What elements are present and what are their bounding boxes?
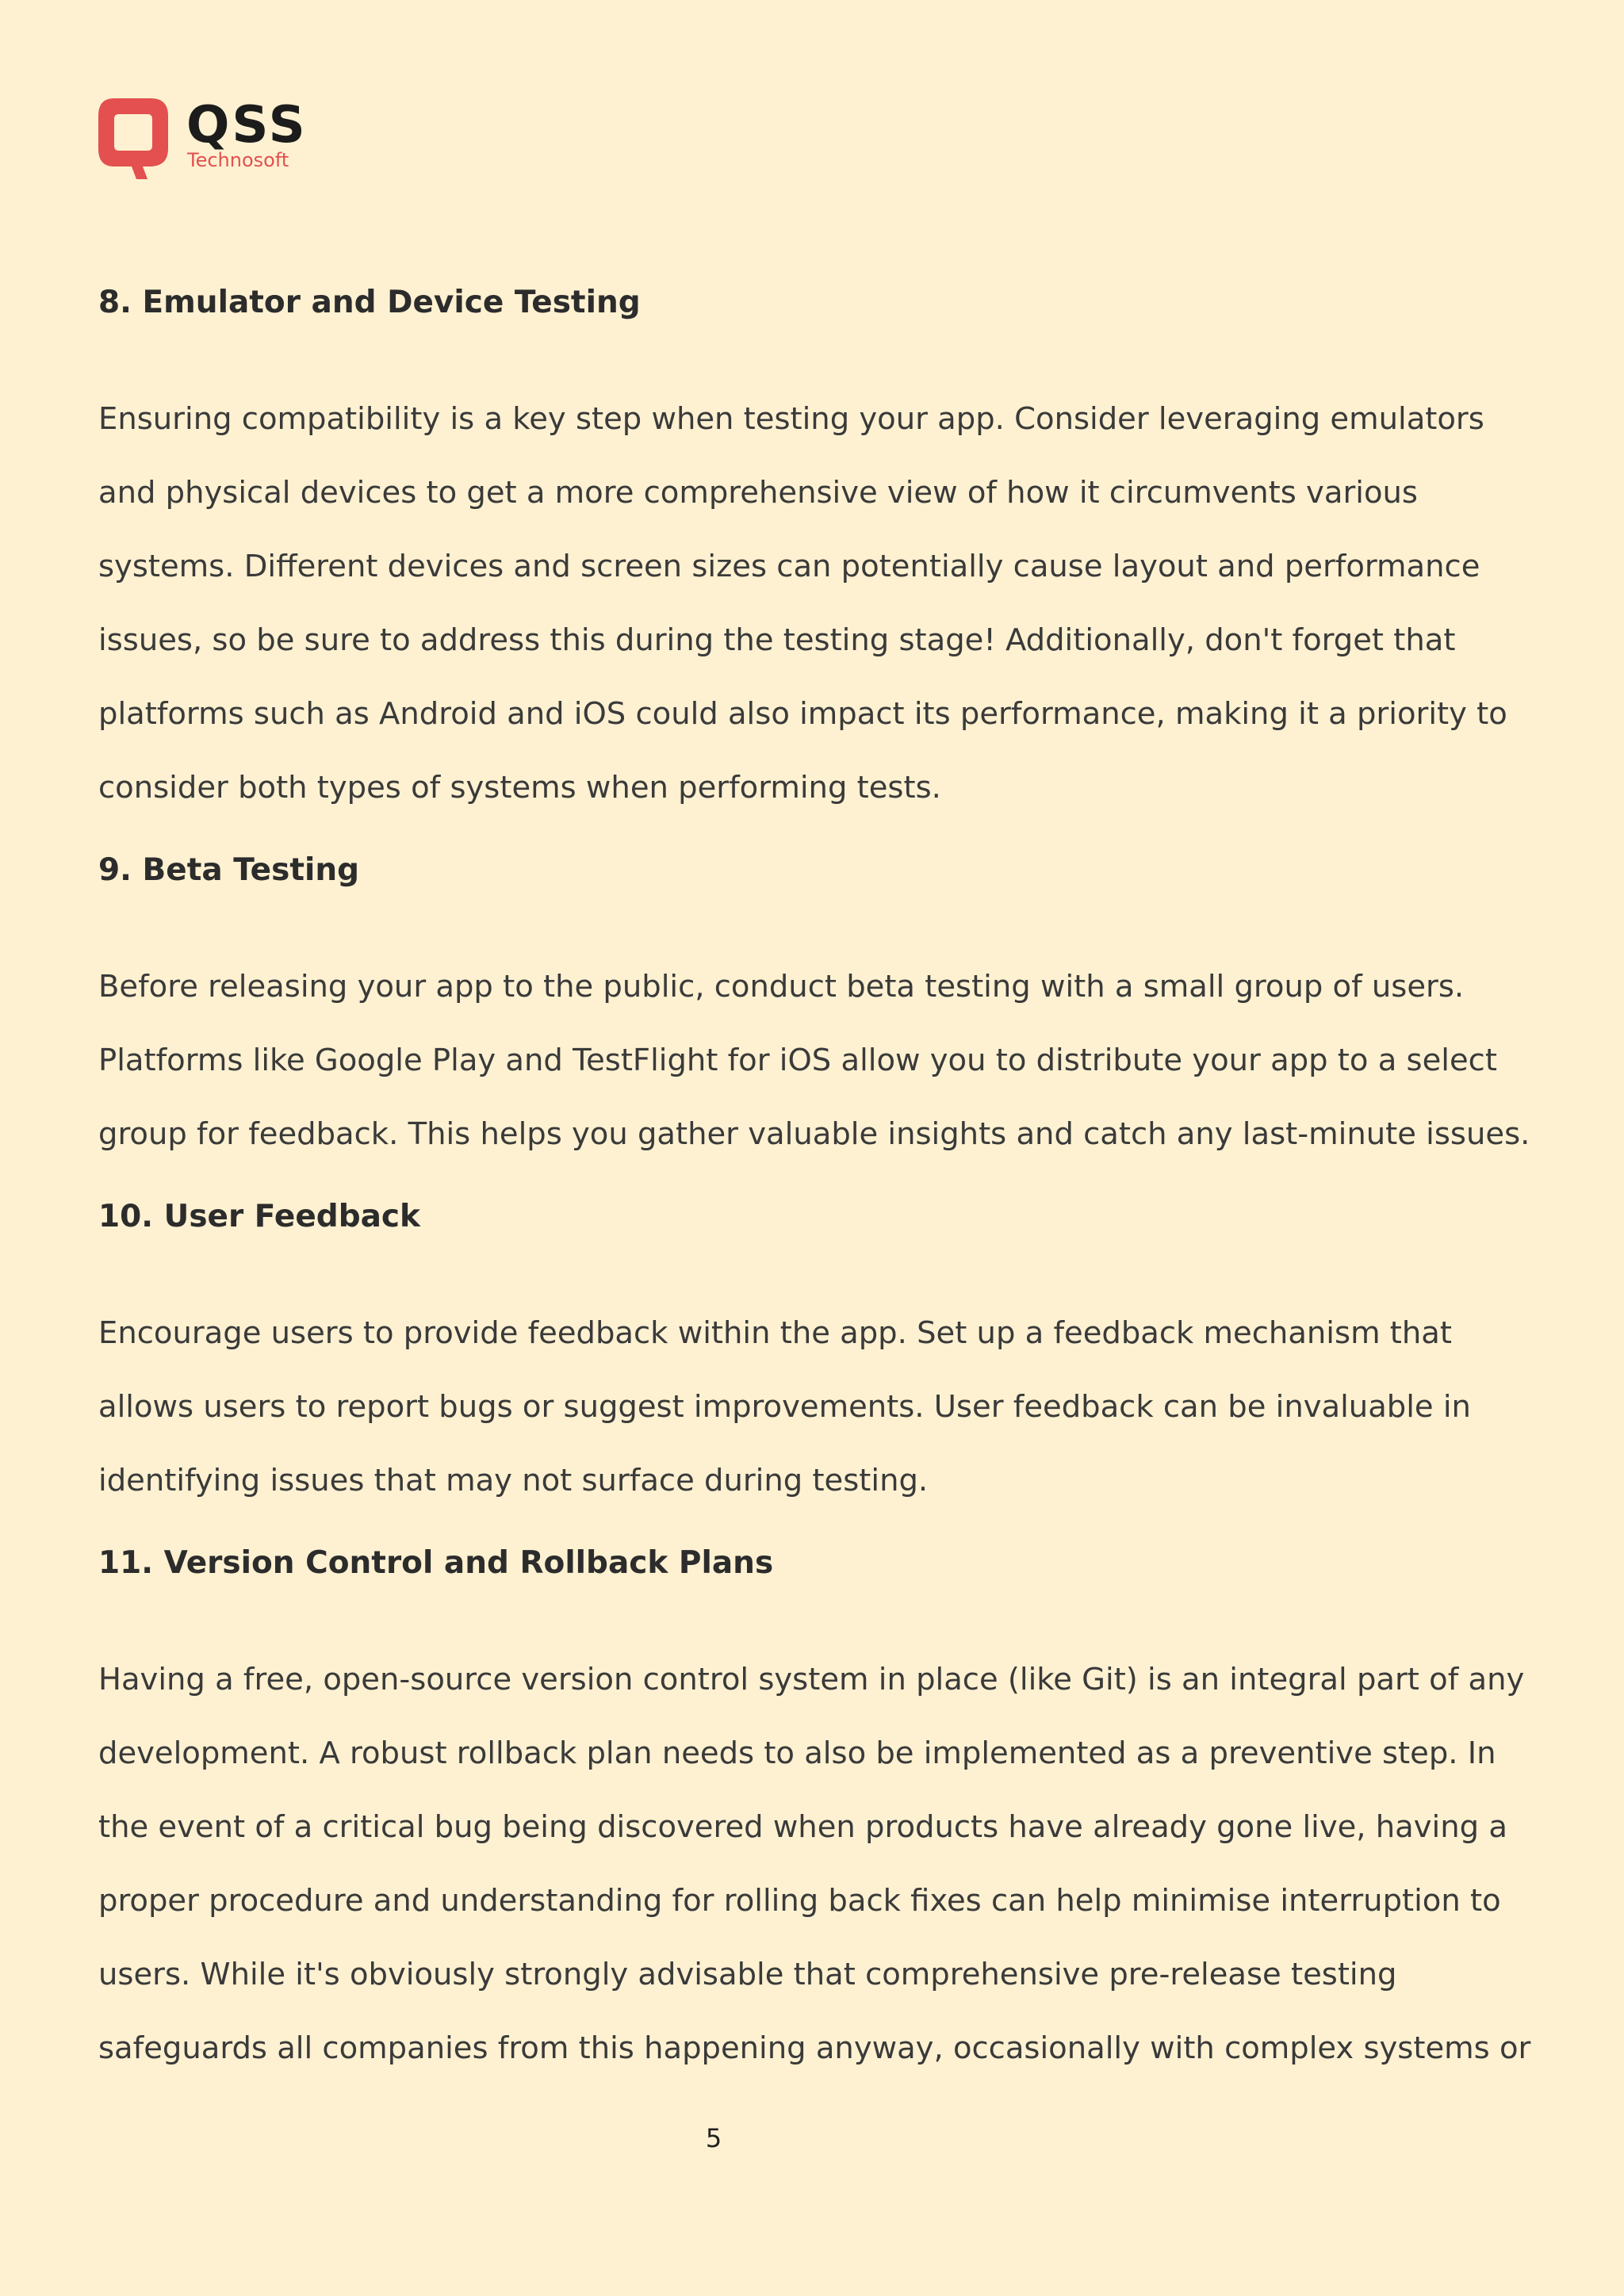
logo-brand-text: QSS [186,96,308,155]
paragraph-line: development. A robust rollback plan needs to also be implemented as a preventive step. In [98,1735,1496,1771]
section-paragraph [98,950,1530,1171]
section-heading: 8. Emulator and Device Testing [98,285,641,320]
section-paragraph [98,1643,1531,2085]
paragraph-line: allows users to report bugs or suggest improvements. User feedback can be invaluable in [98,1389,1471,1425]
paragraph-line: issues, so be sure to address this during the testing stage! Additionally, don't forget that [98,622,1456,658]
paragraph-line: users. While it's obviously strongly advisable that comprehensive pre-release testing [98,1957,1397,1992]
paragraph-line: the event of a critical bug being discovered when products have already gone live, having a [98,1809,1507,1845]
paragraph-line: systems. Different devices and screen sizes can potentially cause layout and performance [98,549,1480,584]
section-beta-testing [98,847,1530,1171]
qss-logo [97,96,308,184]
section-heading: 11. Version Control and Rollback Plans [98,1545,774,1581]
section-version-control-rollback [98,1540,1531,2085]
paragraph-line: identifying issues that may not surface during testing. [98,1463,929,1498]
paragraph-line: and physical devices to get a more comprehensive view of how it circumvents various [98,475,1418,511]
logo-subtitle-text: Technosoft [187,149,289,171]
paragraph-line: Having a free, open-source version control system in place (like Git) is an integral part of any [98,1662,1525,1697]
paragraph-line: consider both types of systems when performing tests. [98,770,941,806]
paragraph-line: proper procedure and understanding for rolling back fixes can help minimise interruption to [98,1883,1501,1919]
section-paragraph [98,382,1526,825]
section-user-feedback [98,1193,1526,1517]
section-heading: 10. User Feedback [98,1199,420,1234]
section-paragraph [98,1296,1526,1517]
paragraph-line: Encourage users to provide feedback within the app. Set up a feedback mechanism that [98,1315,1452,1351]
document-body [98,279,1531,2085]
paragraph-line: Platforms like Google Play and TestFlight for iOS allow you to distribute your app to a select [98,1043,1497,1078]
paragraph-line: platforms such as Android and iOS could also impact its performance, making it a priority to [98,696,1507,732]
section-heading: 9. Beta Testing [98,852,360,888]
paragraph-line: Ensuring compatibility is a key step when testing your app. Consider leveraging emulators [98,401,1484,437]
page-number: 5 [705,2123,722,2153]
paragraph-line: Before releasing your app to the public, conduct beta testing with a small group of users. [98,969,1465,1004]
paragraph-line: safeguards all companies from this happening anyway, occasionally with complex systems or [98,2030,1531,2066]
paragraph-line: group for feedback. This helps you gather valuable insights and catch any last-minute issues. [98,1116,1530,1152]
qss-logo-mark-icon [97,97,176,184]
section-emulator-device-testing [98,279,1526,825]
